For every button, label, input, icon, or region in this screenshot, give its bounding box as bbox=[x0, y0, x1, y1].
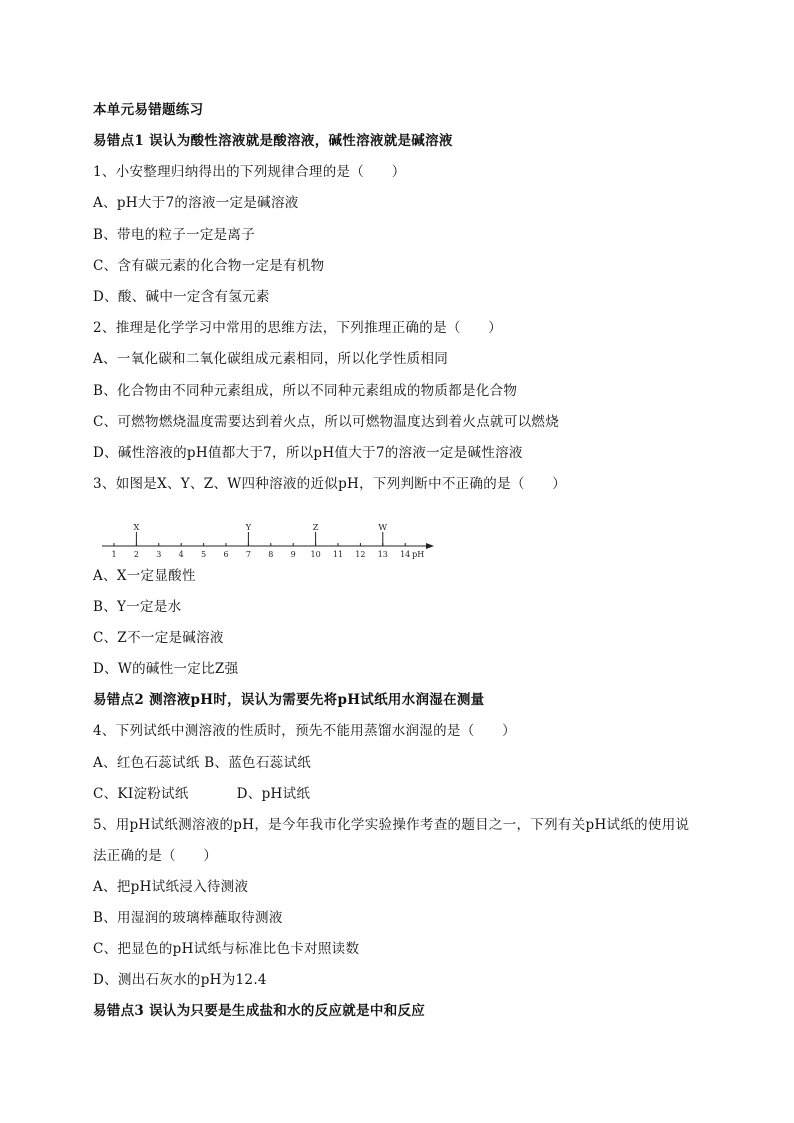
tick-label: 2 bbox=[133, 550, 139, 559]
question-3-option-d: D、W的碱性一定比Z强 bbox=[93, 661, 239, 677]
question-4-stem: 4、下列试纸中测溶液的性质时，预先不能用蒸馏水润湿的是（ ） bbox=[93, 723, 516, 739]
question-5-option-b: B、用湿润的玻璃棒蘸取待测液 bbox=[93, 910, 283, 926]
page-title: 本单元易错题练习 bbox=[93, 102, 204, 118]
question-4-option-ab: A、红色石蕊试纸 B、蓝色石蕊试纸 bbox=[93, 755, 312, 771]
section-heading-3: 易错点3 误认为只要是生成盐和水的反应就是中和反应 bbox=[93, 1003, 426, 1019]
tick-label: 3 bbox=[156, 550, 162, 559]
section-heading-2: 易错点2 测溶液pH时，误认为需要先将pH试纸用水润湿在测量 bbox=[93, 692, 485, 708]
question-5-option-d: D、测出石灰水的pH为12.4 bbox=[93, 972, 267, 988]
marker-label: Z bbox=[312, 523, 319, 533]
question-2-option-d: D、碱性溶液的pH值都大于7，所以pH值大于7的溶液一定是碱性溶液 bbox=[93, 445, 523, 461]
question-3-option-c: C、Z不一定是碱溶液 bbox=[93, 630, 224, 646]
question-1-option-d: D、酸、碱中一定含有氢元素 bbox=[93, 289, 270, 305]
question-5-stem: 5、用pH试纸测溶液的pH，是今年我市化学实验操作考查的题目之一，下列有关pH试纸的使用说法正确的是（ ） bbox=[93, 817, 690, 864]
question-4-option-cd bbox=[93, 785, 310, 803]
question-1-option-c: C、含有碳元素的化合物一定是有机物 bbox=[93, 258, 325, 274]
question-4-option-c: C、KI淀粉试纸 bbox=[93, 786, 189, 802]
tick-label: 8 bbox=[268, 550, 274, 559]
question-5-option-a: A、把pH试纸浸入待测液 bbox=[93, 879, 249, 895]
tick-label: 10 bbox=[310, 550, 321, 559]
question-4-option-d: D、pH试纸 bbox=[236, 786, 311, 802]
tick-label: 1 bbox=[111, 550, 117, 559]
question-2-option-a: A、一氧化碳和二氧化碳组成元素相同，所以化学性质相同 bbox=[93, 351, 449, 367]
axis-arrow-icon bbox=[426, 543, 434, 549]
question-1-option-a: A、pH大于7的溶液一定是碱溶液 bbox=[93, 195, 299, 211]
question-2-option-b: B、化合物由不同种元素组成，所以不同种元素组成的物质都是化合物 bbox=[93, 383, 518, 399]
question-5-option-c: C、把显色的pH试纸与标准比色卡对照读数 bbox=[93, 941, 360, 957]
marker-label: W bbox=[378, 523, 388, 533]
question-2-option-c: C、可燃物燃烧温度需要达到着火点，所以可燃物温度达到着火点就可以燃烧 bbox=[93, 414, 560, 430]
ph-number-line bbox=[100, 522, 440, 562]
marker-label: Y bbox=[245, 523, 252, 533]
tick-label: 13 bbox=[377, 550, 388, 559]
marker-label: X bbox=[133, 523, 140, 533]
question-2-stem: 2、推理是化学学习中常用的思维方法，下列推理正确的是（ ） bbox=[93, 320, 503, 336]
tick-label: 7 bbox=[245, 550, 251, 559]
tick-label: 12 bbox=[355, 550, 366, 559]
tick-label: 9 bbox=[290, 550, 296, 559]
section-heading-1: 易错点1 误认为酸性溶液就是酸溶液，碱性溶液就是碱溶液 bbox=[93, 133, 453, 149]
tick-label: 11 bbox=[332, 550, 344, 559]
tick-label: 5 bbox=[201, 550, 207, 559]
axis-unit-label: pH bbox=[412, 550, 425, 559]
question-3-stem: 3、如图是X、Y、Z、W四种溶液的近似pH，下列判断中不正确的是（ ） bbox=[93, 476, 567, 492]
question-3-option-b: B、Y一定是水 bbox=[93, 599, 182, 615]
tick-label: 4 bbox=[178, 550, 184, 559]
tick-label: 14 bbox=[400, 550, 411, 559]
tick-label: 6 bbox=[223, 550, 229, 559]
question-3-option-a: A、X一定显酸性 bbox=[93, 568, 196, 584]
question-1-stem: 1、小安整理归纳得出的下列规律合理的是（ ） bbox=[93, 164, 406, 180]
question-1-option-b: B、带电的粒子一定是离子 bbox=[93, 227, 256, 243]
